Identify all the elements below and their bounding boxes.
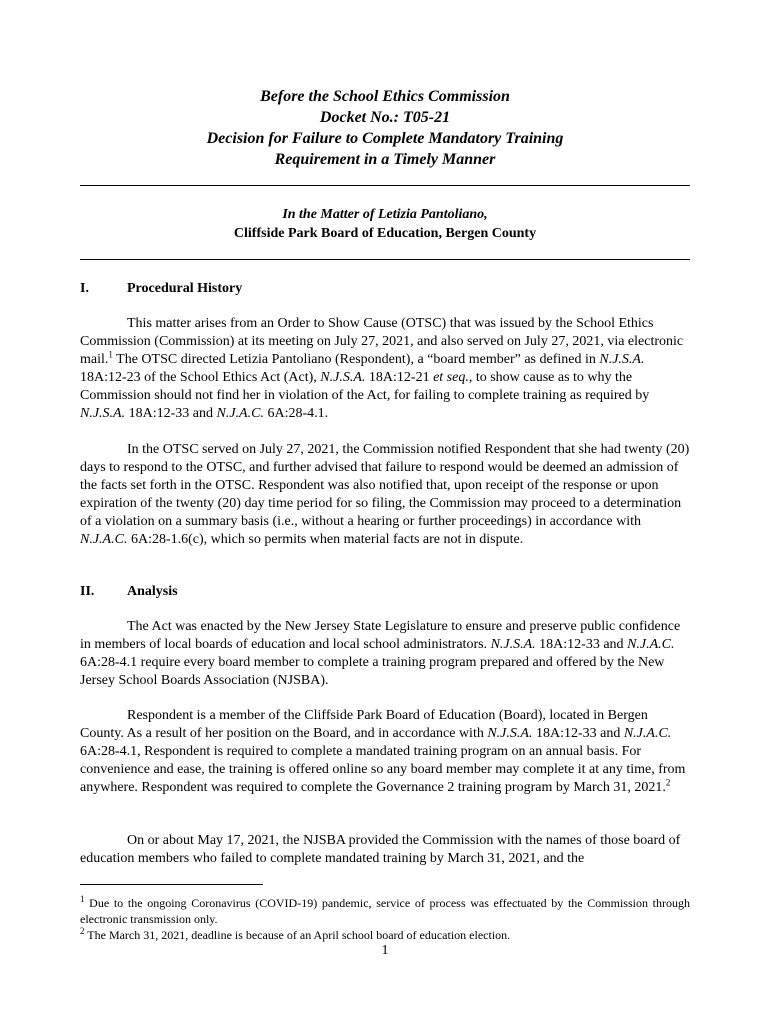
- section-title: Procedural History: [127, 281, 243, 296]
- paragraph-act-enacted: The Act was enacted by the New Jersey State Legislature to ensure and preserve public confidence in members of local boards of education and local school administrators. N.J.S.A. 18A:12-33 and N.J.A.C. 6A:28-4.1 require every board member to complete a training program prepared and offered by the New Jersey School Boards Association (NJSBA).: [80, 619, 681, 688]
- footnote-text: The March 31, 2021, deadline is because of an April school board of education election.: [84, 928, 511, 942]
- paragraph-otsc-issued: This matter arises from an Order to Show Cause (OTSC) that was issued by the School Ethics Commission (Commission) at its meeting on July 27, 2021, and also served on July 27, 2021, via electronic mail.$^1$ The OTSC directed Letizia Pantoliano (Respondent), a “board member” as defined in N.J.S.A. 18A:12-23 of the School Ethics Act (Act), N.J.S.A. 18A:12-21 et seq., to show cause as to why the Commission should not find her in violation of the Act, for failing to complete training as required by N.J.S.A. 18A:12-33 and N.J.A.C. 6A:28-4.1.: [80, 316, 684, 421]
- footnote-text: Due to the ongoing Coronavirus (COVID-19) pandemic, service of process was effectuated by the Commission through electronic transmission only.: [80, 896, 690, 926]
- footnote-mark: 2: [80, 926, 85, 936]
- footnote-1: [80, 895, 690, 927]
- footnote-ref-1: 1: [108, 349, 113, 360]
- matter-caption: [80, 205, 690, 243]
- section-heading-analysis: [80, 583, 178, 601]
- paragraph-njsba-names: On or about May 17, 2021, the NJSBA provided the Commission with the names of those board of education members who failed to complete mandated training by March 31, 2021, and the: [80, 833, 681, 866]
- matter-board: Cliffside Park Board of Education, Bergen County: [233, 226, 537, 241]
- footnote-ref-2: 2: [665, 777, 671, 788]
- page-number: 1: [381, 943, 389, 958]
- paragraph-respondent-member: Respondent is a member of the Cliffside Park Board of Education (Board), located in Bergen County. As a result of her position on the Board, and in accordance with N.J.S.A. 18A:12-33 and N.J.A.C. 6A:28-4.1, Respondent is required to complete a mandated training program on an annual basis. For convenience and ease, the training is offered online so any board member may complete it at any time, from anywhere. Respondent was required to complete the Governance 2 training program by March 31, 2021.$^2$: [80, 708, 686, 795]
- caption-divider: [80, 259, 690, 260]
- matter-name: In the Matter of Letizia Pantoliano,: [282, 207, 488, 222]
- section-heading-procedural-history: [80, 280, 242, 298]
- title-line-2: Docket No.: T05-21: [319, 109, 451, 126]
- footnote-mark: 1: [80, 894, 85, 904]
- section-title: Analysis: [127, 584, 178, 599]
- section-number: I.: [80, 281, 89, 296]
- title-line-1: Before the School Ethics Commission: [260, 88, 510, 105]
- title-line-4: Requirement in a Timely Manner: [274, 151, 496, 168]
- document-title: [80, 86, 690, 170]
- footnote-divider: [80, 884, 263, 885]
- paragraph-otsc-served: In the OTSC served on July 27, 2021, the Commission notified Respondent that she had twenty (20) days to respond to the OTSC, and further advised that failure to respond would be deemed an admission of the facts set forth in the OTSC. Respondent was also notified that, upon receipt of the response or upon expiration of the twenty (20) day time period for so filing, the Commission may proceed to a determination of a violation on a summary basis (i.e., without a hearing or further proceedings) in accordance with N.J.A.C. 6A:28-1.6(c), which so permits when material facts are not in dispute.: [80, 442, 690, 547]
- section-number: II.: [80, 584, 95, 599]
- title-line-3: Decision for Failure to Complete Mandatory Training: [206, 130, 564, 147]
- top-divider: [80, 185, 690, 186]
- footnote-2: [80, 927, 690, 943]
